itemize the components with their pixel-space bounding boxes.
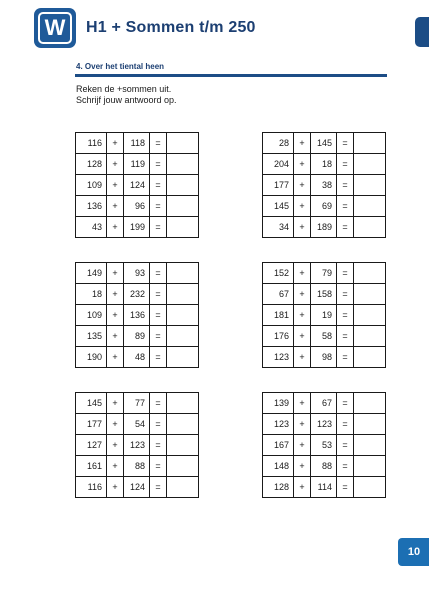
plus-sign-cell: +: [294, 217, 311, 238]
instruction-line: Reken de +sommen uit.: [76, 84, 172, 94]
addend-b-cell: 123: [311, 414, 337, 435]
equals-sign-cell: =: [150, 456, 167, 477]
equals-sign-cell: =: [150, 133, 167, 154]
plus-sign-cell: +: [294, 347, 311, 368]
addend-a-cell: 152: [263, 263, 294, 284]
addend-a-cell: 181: [263, 305, 294, 326]
addend-a-cell: 177: [263, 175, 294, 196]
plus-sign-cell: +: [294, 477, 311, 498]
plus-sign-cell: +: [107, 175, 124, 196]
sum-row: [76, 133, 199, 154]
equals-sign-cell: =: [150, 326, 167, 347]
sum-row: [263, 175, 386, 196]
page-number-badge: 10: [398, 538, 429, 566]
sum-table: [75, 392, 199, 498]
addend-b-cell: 58: [311, 326, 337, 347]
addend-b-cell: 123: [124, 435, 150, 456]
addend-a-cell: 109: [76, 305, 107, 326]
addend-a-cell: 28: [263, 133, 294, 154]
chapter-tab-marker: [415, 17, 429, 47]
sum-row: [263, 154, 386, 175]
answer-cell[interactable]: [354, 393, 386, 414]
answer-cell[interactable]: [354, 154, 386, 175]
equals-sign-cell: =: [337, 326, 354, 347]
plus-sign-cell: +: [294, 414, 311, 435]
plus-sign-cell: +: [107, 154, 124, 175]
addend-a-cell: 116: [76, 477, 107, 498]
answer-cell[interactable]: [354, 284, 386, 305]
answer-cell[interactable]: [354, 217, 386, 238]
addend-b-cell: 232: [124, 284, 150, 305]
sum-row: [263, 456, 386, 477]
equals-sign-cell: =: [150, 347, 167, 368]
answer-cell[interactable]: [354, 456, 386, 477]
instructions: [76, 84, 177, 106]
answer-cell[interactable]: [167, 284, 199, 305]
answer-cell[interactable]: [167, 347, 199, 368]
equals-sign-cell: =: [150, 477, 167, 498]
plus-sign-cell: +: [294, 435, 311, 456]
equals-sign-cell: =: [337, 196, 354, 217]
equals-sign-cell: =: [150, 284, 167, 305]
addend-b-cell: 98: [311, 347, 337, 368]
answer-cell[interactable]: [354, 347, 386, 368]
addend-b-cell: 38: [311, 175, 337, 196]
plus-sign-cell: +: [294, 456, 311, 477]
answer-cell[interactable]: [167, 175, 199, 196]
plus-sign-cell: +: [107, 196, 124, 217]
addend-b-cell: 136: [124, 305, 150, 326]
equals-sign-cell: =: [337, 305, 354, 326]
plus-sign-cell: +: [294, 393, 311, 414]
sum-row: [76, 456, 199, 477]
equals-sign-cell: =: [337, 175, 354, 196]
equals-sign-cell: =: [150, 305, 167, 326]
plus-sign-cell: +: [294, 263, 311, 284]
equals-sign-cell: =: [337, 133, 354, 154]
sum-row: [76, 305, 199, 326]
sum-row: [76, 326, 199, 347]
sum-row: [263, 263, 386, 284]
sum-row: [76, 435, 199, 456]
plus-sign-cell: +: [107, 435, 124, 456]
sum-row: [76, 347, 199, 368]
addend-a-cell: 43: [76, 217, 107, 238]
plus-sign-cell: +: [107, 456, 124, 477]
addend-a-cell: 177: [76, 414, 107, 435]
answer-cell[interactable]: [167, 133, 199, 154]
sum-row: [76, 217, 199, 238]
addend-b-cell: 199: [124, 217, 150, 238]
addend-a-cell: 139: [263, 393, 294, 414]
plus-sign-cell: +: [107, 133, 124, 154]
plus-sign-cell: +: [107, 477, 124, 498]
sum-row: [263, 477, 386, 498]
addend-b-cell: 189: [311, 217, 337, 238]
answer-cell[interactable]: [167, 414, 199, 435]
answer-cell[interactable]: [354, 414, 386, 435]
answer-cell[interactable]: [354, 477, 386, 498]
addend-a-cell: 135: [76, 326, 107, 347]
plus-sign-cell: +: [107, 284, 124, 305]
addend-a-cell: 34: [263, 217, 294, 238]
equals-sign-cell: =: [150, 393, 167, 414]
addend-b-cell: 19: [311, 305, 337, 326]
section-divider: [75, 74, 387, 77]
equals-sign-cell: =: [337, 284, 354, 305]
addend-b-cell: 18: [311, 154, 337, 175]
addend-b-cell: 54: [124, 414, 150, 435]
page-title: H1 + Sommen t/m 250: [86, 19, 256, 36]
addend-b-cell: 88: [124, 456, 150, 477]
sum-row: [76, 284, 199, 305]
equals-sign-cell: =: [150, 217, 167, 238]
sum-row: [263, 435, 386, 456]
addend-a-cell: 145: [76, 393, 107, 414]
plus-sign-cell: +: [107, 347, 124, 368]
plus-sign-cell: +: [294, 196, 311, 217]
answer-cell[interactable]: [354, 326, 386, 347]
equals-sign-cell: =: [337, 217, 354, 238]
plus-sign-cell: +: [294, 133, 311, 154]
sum-row: [76, 154, 199, 175]
equals-sign-cell: =: [150, 435, 167, 456]
answer-cell[interactable]: [167, 456, 199, 477]
answer-cell[interactable]: [354, 263, 386, 284]
answer-cell[interactable]: [354, 196, 386, 217]
plus-sign-cell: +: [294, 326, 311, 347]
equals-sign-cell: =: [150, 263, 167, 284]
addend-b-cell: 124: [124, 175, 150, 196]
equals-sign-cell: =: [337, 414, 354, 435]
sum-row: [263, 393, 386, 414]
equals-sign-cell: =: [337, 154, 354, 175]
answer-cell[interactable]: [354, 305, 386, 326]
sum-table: [75, 132, 199, 238]
plus-sign-cell: +: [107, 393, 124, 414]
addend-b-cell: 48: [124, 347, 150, 368]
equals-sign-cell: =: [337, 263, 354, 284]
sum-row: [76, 175, 199, 196]
addend-a-cell: 161: [76, 456, 107, 477]
addend-a-cell: 127: [76, 435, 107, 456]
sum-row: [263, 133, 386, 154]
equals-sign-cell: =: [150, 196, 167, 217]
sum-row: [263, 217, 386, 238]
addend-a-cell: 167: [263, 435, 294, 456]
addend-b-cell: 88: [311, 456, 337, 477]
addend-a-cell: 204: [263, 154, 294, 175]
sum-row: [263, 284, 386, 305]
equals-sign-cell: =: [150, 175, 167, 196]
plus-sign-cell: +: [107, 326, 124, 347]
sum-row: [263, 305, 386, 326]
addend-b-cell: 69: [311, 196, 337, 217]
answer-cell[interactable]: [167, 435, 199, 456]
sum-row: [76, 263, 199, 284]
plus-sign-cell: +: [294, 284, 311, 305]
equals-sign-cell: =: [150, 154, 167, 175]
equals-sign-cell: =: [337, 435, 354, 456]
answer-cell[interactable]: [354, 435, 386, 456]
addend-b-cell: 77: [124, 393, 150, 414]
sum-row: [263, 326, 386, 347]
addend-a-cell: 18: [76, 284, 107, 305]
answer-cell[interactable]: [167, 326, 199, 347]
addend-b-cell: 96: [124, 196, 150, 217]
addend-a-cell: 190: [76, 347, 107, 368]
addend-b-cell: 79: [311, 263, 337, 284]
answer-cell[interactable]: [167, 196, 199, 217]
addend-a-cell: 148: [263, 456, 294, 477]
answer-cell[interactable]: [354, 133, 386, 154]
equals-sign-cell: =: [337, 347, 354, 368]
addend-a-cell: 116: [76, 133, 107, 154]
addend-a-cell: 145: [263, 196, 294, 217]
plus-sign-cell: +: [294, 175, 311, 196]
worksheet-logo: [34, 8, 76, 48]
equals-sign-cell: =: [150, 414, 167, 435]
plus-sign-cell: +: [107, 305, 124, 326]
plus-sign-cell: +: [107, 414, 124, 435]
addend-b-cell: 53: [311, 435, 337, 456]
addend-b-cell: 67: [311, 393, 337, 414]
sum-table: [262, 392, 386, 498]
addend-b-cell: 89: [124, 326, 150, 347]
answer-cell[interactable]: [167, 154, 199, 175]
answer-cell[interactable]: [167, 305, 199, 326]
plus-sign-cell: +: [107, 263, 124, 284]
plus-sign-cell: +: [294, 305, 311, 326]
sum-row: [263, 414, 386, 435]
sum-table: [75, 262, 199, 368]
addend-a-cell: 67: [263, 284, 294, 305]
addend-b-cell: 119: [124, 154, 150, 175]
addend-a-cell: 136: [76, 196, 107, 217]
addend-b-cell: 93: [124, 263, 150, 284]
logo-letter: W: [38, 12, 72, 44]
addend-a-cell: 176: [263, 326, 294, 347]
sum-row: [76, 393, 199, 414]
sum-table: [262, 132, 386, 238]
answer-cell[interactable]: [167, 393, 199, 414]
addend-b-cell: 118: [124, 133, 150, 154]
instruction-line: Schrijf jouw antwoord op.: [76, 95, 177, 105]
sum-row: [263, 196, 386, 217]
addend-b-cell: 158: [311, 284, 337, 305]
addend-a-cell: 128: [263, 477, 294, 498]
addend-a-cell: 128: [76, 154, 107, 175]
section-heading: 4. Over het tiental heen: [76, 62, 165, 71]
answer-cell[interactable]: [167, 217, 199, 238]
sum-row: [263, 347, 386, 368]
equals-sign-cell: =: [337, 393, 354, 414]
addend-b-cell: 145: [311, 133, 337, 154]
sum-row: [76, 414, 199, 435]
addend-a-cell: 123: [263, 347, 294, 368]
addend-a-cell: 109: [76, 175, 107, 196]
answer-cell[interactable]: [354, 175, 386, 196]
answer-cell[interactable]: [167, 477, 199, 498]
addend-b-cell: 114: [311, 477, 337, 498]
sum-table: [262, 262, 386, 368]
addend-a-cell: 149: [76, 263, 107, 284]
sum-row: [76, 196, 199, 217]
equals-sign-cell: =: [337, 477, 354, 498]
answer-cell[interactable]: [167, 263, 199, 284]
plus-sign-cell: +: [107, 217, 124, 238]
equals-sign-cell: =: [337, 456, 354, 477]
sum-row: [76, 477, 199, 498]
addend-b-cell: 124: [124, 477, 150, 498]
addend-a-cell: 123: [263, 414, 294, 435]
plus-sign-cell: +: [294, 154, 311, 175]
